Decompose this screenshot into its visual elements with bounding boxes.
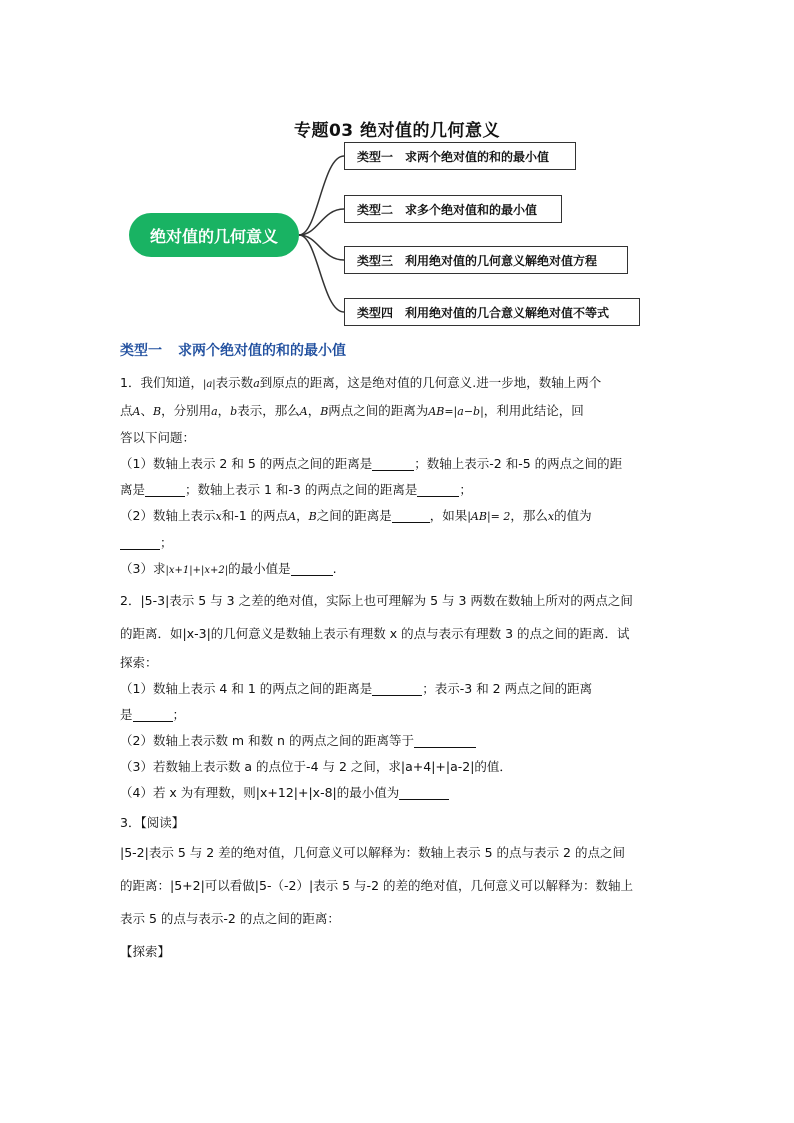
problem2-line2: 的距离．如|x-3|的几何意义是数轴上表示有理数 x 的点与表示有理数 3 的点之间的距离．试 — [120, 626, 630, 641]
answer-blank[interactable] — [372, 681, 422, 696]
problem2-q3: （3）若数轴上表示数 a 的点位于-4 与 2 之间，求|a+4|+|a-2|的值． — [120, 759, 512, 774]
problem1-q2-line2: ； — [120, 530, 680, 556]
problem1-q2-line1: （2）数轴上表示x和-1 的两点A，B之间的距离是 ，如果|AB|= 2，那么x的值为 — [120, 508, 592, 523]
branch-text: 求两个绝对值的和的最小值 — [405, 149, 550, 164]
section-tag: 类型一 — [120, 343, 162, 359]
problem3-line1: 3．【阅读】 — [120, 815, 185, 830]
problem1-line3: 答以下问题： — [120, 430, 196, 445]
mindmap-branch-type2 — [344, 195, 562, 223]
problem1-q1-line2: 离是 ；数轴上表示 1 和-3 的两点之间的距离是 ； — [120, 482, 472, 497]
answer-blank[interactable] — [417, 482, 459, 497]
problem2-q1-line1: （1）数轴上表示 4 和 1 的两点之间的距离是 ；表示-3 和 2 两点之间的距离 — [120, 681, 593, 696]
answer-blank[interactable] — [145, 482, 185, 497]
problem2-q4: （4）若 x 为有理数，则|x+12|+|x-8|的最小值为 — [120, 780, 680, 806]
problem1-q1-line1: （1）数轴上表示 2 和 5 的两点之间的距离是 ；数轴上表示-2 和-5 的两点之间的距 — [120, 456, 623, 471]
answer-blank[interactable] — [291, 561, 333, 576]
mindmap-branch-type4 — [344, 298, 640, 326]
problem1-line2: 点A、B，分别用a，b表示，那么A，B两点之间的距离为AB=|a−b|，利用此结论，回 — [120, 403, 584, 418]
answer-blank[interactable] — [120, 535, 160, 550]
branch-tag: 类型一 — [357, 149, 394, 164]
problem3-line2: |5-2|表示 5 与 2 差的绝对值，几何意义可以解释为：数轴上表示 5 的点与表示 2 的点之间 — [120, 845, 625, 860]
answer-blank[interactable] — [392, 508, 430, 523]
answer-blank[interactable] — [399, 785, 449, 800]
branch-text: 利用绝对值的几何意义解绝对值方程 — [405, 253, 598, 268]
document-body — [120, 340, 680, 968]
mindmap-connectors — [0, 0, 794, 340]
section-heading-type1 — [120, 340, 680, 360]
problem3-line4: 表示 5 的点与表示-2 的点之间的距离： — [120, 911, 340, 926]
answer-blank[interactable] — [133, 707, 173, 722]
mindmap-branch-type1 — [344, 142, 576, 170]
branch-text: 利用绝对值的几合意义解绝对值不等式 — [405, 305, 610, 320]
problem1-line1: 1．我们知道，|a|表示数a到原点的距离，这是绝对值的几何意义.进一步地，数轴上两个 — [120, 375, 602, 390]
problem3-line3: 的距离：|5+2|可以看做|5-（-2）|表示 5 与-2 的差的绝对值，几何意义可以解释为：数轴上 — [120, 878, 633, 893]
branch-tag: 类型二 — [357, 202, 394, 217]
problem2-q2: （2）数轴上表示数 m 和数 n 的两点之间的距离等于 — [120, 728, 680, 754]
problem2-q1-line2: 是 ； — [120, 707, 186, 722]
section-title: 求两个绝对值的和的最小值 — [178, 343, 346, 359]
mindmap-root: 绝对值的几何意义 — [129, 213, 299, 257]
problem1-q3: （3）求|x+1|+|x+2|的最小值是 . — [120, 561, 337, 576]
branch-text: 求多个绝对值和的最小值 — [405, 202, 538, 217]
document-title: 专题03 绝对值的几何意义 — [293, 121, 501, 141]
branch-tag: 类型三 — [357, 253, 394, 268]
branch-tag: 类型四 — [357, 305, 394, 320]
problem3-line5: 【探索】 — [120, 944, 171, 959]
answer-blank[interactable] — [372, 456, 414, 471]
problem2-line3: 探索： — [120, 655, 158, 670]
mindmap-branch-type3 — [344, 246, 628, 274]
answer-blank[interactable] — [414, 733, 476, 748]
problem2-line1: 2．|5-3|表示 5 与 3 之差的绝对值，实际上也可理解为 5 与 3 两数在数轴上所对的两点之间 — [120, 593, 633, 608]
